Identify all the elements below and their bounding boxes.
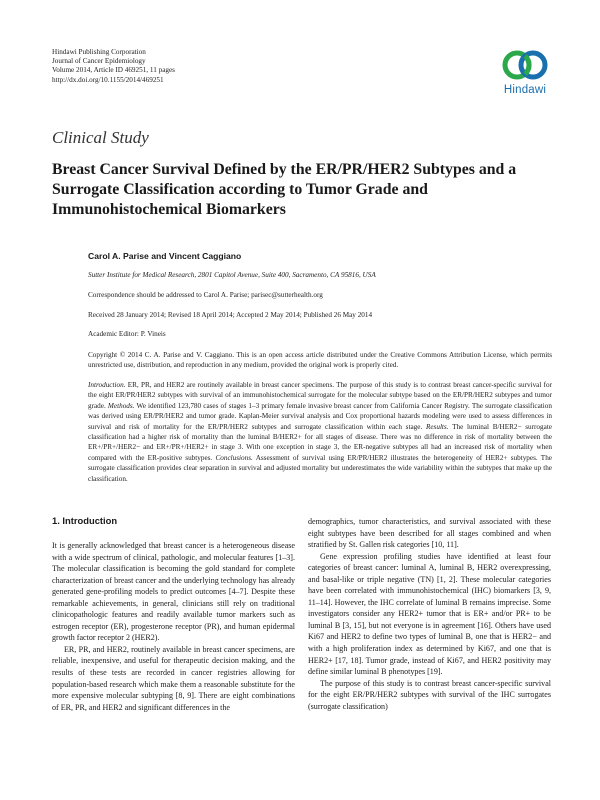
publication-dates: Received 28 January 2014; Revised 18 April 2014; Accepted 2 May 2014; Published 26 May 2014 — [88, 311, 373, 319]
correspondence: Correspondence should be addressed to Carol A. Parise; parisec@sutterhealth.org — [88, 291, 323, 299]
abstract-methods-label: Methods. — [107, 401, 135, 410]
volume-info: Volume 2014, Article ID 469251, 11 pages — [52, 66, 175, 75]
body-paragraph: Gene expression profiling studies have identified at least four categories of breast cancer: luminal A, luminal B, HER2 overexpressing, and basal-like or triple negative (TN) [1, 2]. These molecular categories have been correlated with immunohistochemical (IHC) biomarkers [3, 9, 11–14]. However, the IHC correlate of luminal B remains imprecise. Some investigators consider any HER2+ tumor that is ER+ and/or PR+ to be luminal B [3, 15], but not everyone is in agreement [16]. Others have used Ki67 and HER2 to define two types of luminal B, one that is HER2− and with a high proliferation index as determined by Ki67, and one that is HER2+ [17, 18]. Tumor grade, instead of Ki67, and HER2 positivity may define similar luminal B phenotypes [19]. — [308, 551, 551, 677]
abstract-results-label: Results. — [425, 422, 449, 431]
body-paragraph: ER, PR, and HER2, routinely available in breast cancer specimens, are reliable, inexpensive, and useful for therapeutic decision making, and the results of these tests are recorded in cancer registries allowing for population-based research which make them a reasonable substitute for the more expensive molecular subtyping [8, 9]. There are eight combinations of ER, PR, and HER2 and significant differences in the — [52, 644, 295, 712]
academic-editor: Academic Editor: P. Vineis — [88, 330, 166, 338]
authors: Carol A. Parise and Vincent Caggiano — [88, 251, 242, 261]
abstract-conclusions: Assessment of survival using ER/PR/HER2 illustrates the heterogeneity of HER2+ subtypes. The surrogate classification provides clear separation in survival and adjusted mortality but underestimates the wide variability within the subtypes that make up the classification. — [88, 453, 552, 483]
body-column-right — [308, 516, 551, 712]
publisher-name: Hindawi Publishing Corporation — [52, 48, 146, 56]
study-type: Clinical Study — [52, 128, 149, 147]
abstract-conclusions-label: Conclusions. — [215, 453, 253, 462]
copyright-notice: Copyright © 2014 C. A. Parise and V. Caggiano. This is an open access article distributed under the Creative Commons Attribution License, which permits unrestricted use, distribution, and reproduction in any medium, provided the original work is properly cited. — [88, 351, 552, 370]
logo-text: Hindawi — [503, 84, 547, 96]
hindawi-logo — [496, 46, 554, 96]
body-column-left — [52, 540, 295, 713]
hindawi-logo-icon — [496, 46, 554, 84]
abstract-intro-label: Introduction. — [88, 381, 126, 389]
body-paragraph: It is generally acknowledged that breast cancer is a heterogeneous disease with a wide spectrum of clinical, pathologic, and molecular features [1–3]. The molecular classification is becoming the gold standard for complete characterization of breast cancer and the underlying technology has already generated gene-profiling models to predict outcomes [4–7]. Despite these remarkable achievements, in general, clinicians still rely on traditional clinicopathologic features and readily available tumor markers such as estrogen receptor (ER), progesterone receptor (PR), and human epidermal growth factor receptor 2 (HER2). — [52, 541, 295, 643]
abstract-intro: ER, PR, and HER2 are routinely available in breast cancer specimens. The purpose of this study is to contrast breast cancer-specific survival for the eight ER/PR/HER2 subtypes with survival of an immunohistochemical surrogate for the molecular subtype based on the ER/PR/HER2 subtypes and tumor grade. — [88, 381, 552, 410]
abstract-results: The luminal B/HER2− surrogate classification had a higher risk of mortality than the luminal B/HER2+ for all stages of disease. There was no difference in risk of mortality between the ER+/PR+/HER2− and ER+/PR+/HER2+ in stage 3. With one exception in stage 3, the ER-negative subtypes all had an increased risk of mortality when compared with the ER-positive subtypes. — [88, 422, 553, 462]
journal-header — [52, 48, 175, 85]
article-title: Breast Cancer Survival Defined by the ER/PR/HER2 Subtypes and a Surrogate Classification according to Tumor Grade and Immunohistochemical Biomarkers — [52, 161, 517, 218]
doi-link[interactable]: http://dx.doi.org/10.1155/2014/469251 — [52, 75, 164, 84]
abstract — [88, 380, 552, 484]
abstract-methods: We identified 123,780 cases of stages 1–3 primary female invasive breast cancer from California Cancer Registry. The surrogate classification was derived using ER/PR/HER2 and tumor grade. Kaplan-Meier survival analysis and Cox proportional hazards modeling were used to assess differences in survival and risk of mortality for the ER/PR/HER2 subtypes and surrogate classification within each stage. — [88, 401, 552, 431]
journal-name: Journal of Cancer Epidemiology — [52, 57, 146, 66]
affiliation: Sutter Institute for Medical Research, 2801 Capitol Avenue, Suite 400, Sacramento, CA 95816, USA — [88, 271, 376, 279]
body-paragraph: demographics, tumor characteristics, and survival associated with these eight subtypes have been described for all stages combined and when stratified by St. Gallen risk categories [10, 11]. — [308, 517, 551, 550]
body-paragraph: The purpose of this study is to contrast breast cancer-specific survival for the eight ER/PR/HER2 subtypes with survival of the IHC surrogates (surrogate classification) — [308, 678, 551, 711]
section-heading-introduction: 1. Introduction — [52, 515, 118, 526]
